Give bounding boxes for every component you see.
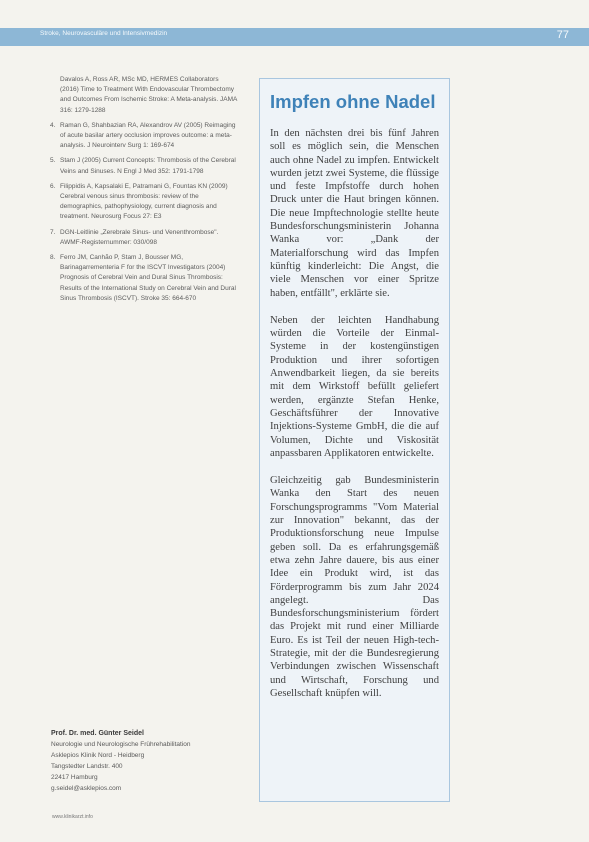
reference-text: Davalos A, Ross AR, MSc MD, HERMES Collaborators (2016) Time to Treatment With Endovascular Thrombectomy and Outcomes From Ischemic Stroke: A Meta-analysis. JAMA 316: 1279-1288 bbox=[60, 76, 238, 114]
reference-text: Stam J (2005) Current Concepts: Thrombosis of the Cerebral Veins and Sinuses. N Engl J Med 352: 1791-1798 bbox=[60, 157, 236, 175]
reference-text: DGN-Leitlinie „Zerebrale Sinus- und Venenthrombose". AWMF-Registernummer: 030/098 bbox=[60, 228, 219, 246]
author-email[interactable]: g.seidel@asklepios.com bbox=[51, 785, 122, 792]
reference-number: 6. bbox=[50, 182, 56, 190]
box-paragraph: Neben der leichten Handhabung würden die Vorteile der Einmal-Systeme in der kostengünstigen Produktion und ihrer sofortigen Anwendbarkeit liegen, da sie bereits mit dem Wirkstoff befüllt geliefert werden, ergänzte Stefan Henke, Geschäftsführer der Innovative Injektions-Systeme GmbH, die die auf Volumen, Dichte und Viskosität anpassbaren Applikatoren entwickelte. bbox=[270, 314, 439, 459]
reference-item bbox=[50, 156, 238, 176]
reference-number: 8. bbox=[50, 254, 56, 262]
box-title: Impfen ohne Nadel bbox=[270, 91, 436, 112]
reference-number: 7. bbox=[50, 228, 56, 236]
reference-item bbox=[50, 75, 238, 116]
reference-item bbox=[50, 253, 238, 304]
reference-text: Raman G, Shahbazian RA, Alexandrov AV (2005) Reimaging of acute basilar artery occlusion improves outcome: a meta-analysis. J Neurointerv Surg 1: 169-674 bbox=[60, 121, 236, 150]
header-band bbox=[0, 28, 589, 46]
author-contact bbox=[51, 728, 251, 794]
reference-text: Ferro JM, Canhão P, Stam J, Bousser MG, Barinagarrementeria F for the ISCVT Investigators (2004) Prognosis of Cerebral Vein and Dural Sinus Thrombosis: Results of the International Study on Cerebral Vein and Dural Sinus Thrombosis (ISCVT). Stroke 35: 664-670 bbox=[60, 254, 236, 302]
section-title: Stroke, Neurovasculäre und Intensivmedizin bbox=[40, 30, 168, 37]
author-clinic: Asklepios Klinik Nord - Heidberg bbox=[51, 752, 145, 759]
author-name: Prof. Dr. med. Günter Seidel bbox=[51, 730, 144, 737]
author-department: Neurologie und Neurologische Frührehabilitation bbox=[51, 741, 191, 748]
reference-item bbox=[50, 228, 238, 248]
news-box bbox=[259, 78, 450, 802]
page-number: 77 bbox=[556, 29, 569, 41]
reference-text: Filippidis A, Kapsalaki E, Patramani G, Fountas KN (2009) Cerebral venous sinus thrombosis: review of the demographics, pathophysiology, current diagnosis and treatment. Neurosurg Focus 27: E3 bbox=[60, 182, 228, 221]
box-paragraph: Gleichzeitig gab Bundesministerin Wanka den Start des neuen Forschungsprogramms "Vom Material zur Innovation" bekannt, das der Produktionsforschung neue Impulse geben soll. Da es erfahrungsgemäß etwa zehn Jahre dauere, bis aus einer Idee ein Produkt wird, ist das Förderprogramm bis zum Jahr 2024 angelegt. Das Bundesforschungsministerium fördert das Projekt mit rund einer Milliarde Euro. Es ist Teil der neuen High-tech-Strategie, mit der die Bundesregierung Verbindungen zwischen Wissenschaft und Wirtschaft, Forschung und Gesellschaft knüpfen will. bbox=[270, 475, 439, 699]
reference-number: 4. bbox=[50, 121, 56, 129]
author-city: 22417 Hamburg bbox=[51, 774, 98, 781]
footer-url: www.klinikarzt.info bbox=[52, 814, 93, 820]
reference-number: 5. bbox=[50, 157, 56, 165]
reference-list bbox=[50, 75, 238, 309]
reference-item bbox=[50, 182, 238, 223]
author-street: Tangstedter Landstr. 400 bbox=[51, 763, 123, 770]
reference-item bbox=[50, 121, 238, 152]
box-paragraph: In den nächsten drei bis fünf Jahren soll es möglich sein, die Menschen auch ohne Nadel zu impfen. Entwickelt wurden jetzt zwei Systeme, die flüssige und feste Impfstoffe durch hohen Druck unter die Haut bringen können. Die neue Impftechnologie stellte heute Bundesforschungsministerin Johanna Wanka vor: „Dank der Materialforschung wird das Impfen künftig kinderleicht: Die Angst, die viele Menschen vor einer Spritze haben, entfällt", erklärte sie. bbox=[270, 128, 439, 299]
